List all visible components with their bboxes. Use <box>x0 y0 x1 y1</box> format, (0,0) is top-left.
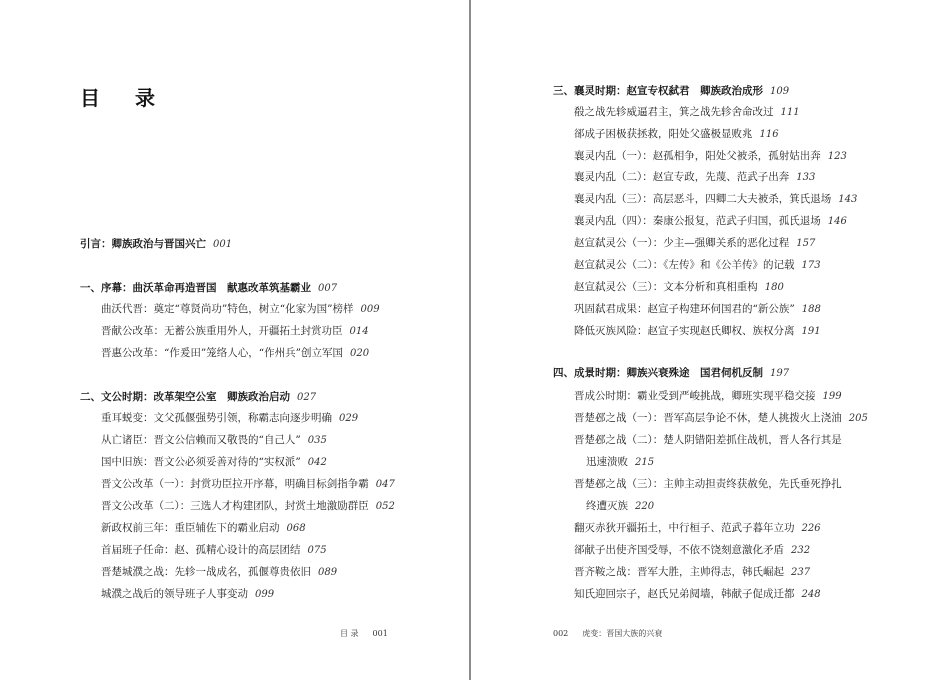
entry-title: 晋文公改革（一）：封赏功臣拉开序幕，明确目标剑指争霸 <box>101 478 369 490</box>
page-footer <box>553 628 662 639</box>
toc-entry[interactable] <box>574 258 821 273</box>
entry-title: 重耳蜕变：文父孤偃强势引领，称霸志向逐步明确 <box>101 412 332 424</box>
toc-entry[interactable] <box>574 587 821 602</box>
toc-heading: 目 录 <box>80 86 169 110</box>
toc-entry[interactable] <box>101 587 274 602</box>
page-number: 215 <box>635 457 655 468</box>
toc-part-2[interactable] <box>80 390 316 405</box>
page-number: 237 <box>791 567 811 578</box>
entry-title: 翻灭赤狄开疆拓土，中行桓子、范武子暮年立功 <box>574 522 795 534</box>
page-number: 047 <box>375 479 395 490</box>
page-number: 007 <box>318 283 338 294</box>
footer-label: 目 录 <box>340 629 359 638</box>
toc-entry[interactable] <box>101 499 395 514</box>
page-number: 116 <box>759 129 779 140</box>
toc-part-3[interactable] <box>553 84 789 99</box>
page-number: 035 <box>307 435 327 446</box>
entry-title: 赵宣弑灵公（一）：少主—强卿关系的恶化过程 <box>574 237 790 249</box>
entry-title: 引言：卿族政治与晋国兴亡 <box>80 238 206 250</box>
entry-title: 郤成子困极获拯救，阳处父盛极显败兆 <box>574 128 753 140</box>
toc-entry[interactable] <box>101 433 327 448</box>
entry-title: 晋惠公改革：“作爰田”笼络人心，“作州兵”创立军国 <box>101 347 343 359</box>
entry-title: 知氏迎回宗子，赵氏兄弟阋墙，韩献子促成迁都 <box>574 588 795 600</box>
page-number: 197 <box>770 368 790 379</box>
page-footer <box>340 628 388 639</box>
toc-entry[interactable] <box>574 236 815 251</box>
toc-entry-continuation[interactable] <box>586 455 654 470</box>
entry-title: 城濮之战后的领导班子人事变动 <box>101 588 248 600</box>
entry-title: 殽之战先轸威逼君主，箕之战先轸舍命改过 <box>574 106 774 118</box>
footer-page-number: 001 <box>372 629 388 638</box>
toc-part-1[interactable] <box>80 281 337 296</box>
entry-title: 从亡诸臣：晋文公信赖而又敬畏的“自己人” <box>101 434 301 446</box>
page-number: 199 <box>822 391 842 402</box>
toc-entry[interactable] <box>574 170 815 185</box>
toc-entry[interactable] <box>101 521 306 536</box>
entry-title: 晋齐鞍之战：晋军大胜，主帅得志，韩氏崛起 <box>574 566 784 578</box>
page-number: 029 <box>339 413 359 424</box>
entry-title: 赵宣弑灵公（二）：《左传》和《公羊传》的记载 <box>574 259 795 271</box>
toc-entry[interactable] <box>574 565 810 580</box>
page-number: 111 <box>780 107 800 118</box>
entry-title: 曲沃代晋：奠定“尊贤尚功”特色，树立“化家为国”榜样 <box>101 303 354 315</box>
page-number: 089 <box>318 567 338 578</box>
page-number: 188 <box>801 304 821 315</box>
page-number: 226 <box>801 523 821 534</box>
page-number: 042 <box>307 457 327 468</box>
page-number: 143 <box>838 194 858 205</box>
entry-title: 郤献子出使齐国受辱，不依不饶刻意激化矛盾 <box>574 544 784 556</box>
entry-title: 晋楚邲之战（一）：晋军高层争论不休，楚人挑拨火上浇油 <box>574 412 842 424</box>
toc-entry[interactable] <box>574 324 821 339</box>
page-number: 232 <box>791 545 811 556</box>
toc-entry[interactable] <box>574 214 847 229</box>
toc-entry[interactable] <box>574 521 821 536</box>
entry-title: 国中旧族：晋文公必须妥善对待的“实权派” <box>101 456 301 468</box>
page-number: 052 <box>375 501 395 512</box>
page-number: 014 <box>349 326 369 337</box>
toc-entry[interactable] <box>574 127 779 142</box>
toc-entry[interactable] <box>574 543 810 558</box>
toc-entry[interactable] <box>101 543 327 558</box>
entry-title: 一、序幕：曲沃革命再造晋国 献惠改革筑基霸业 <box>80 282 311 294</box>
page-number: 123 <box>827 151 847 162</box>
page-number: 020 <box>349 348 370 359</box>
page-number: 173 <box>801 260 821 271</box>
toc-entry[interactable] <box>101 302 380 317</box>
page-number: 205 <box>848 413 868 424</box>
entry-title: 襄灵内乱（三）：高层恶斗，四卿二大夫被杀，箕氏退场 <box>574 193 832 205</box>
page-number: 009 <box>360 304 380 315</box>
entry-title: 晋楚城濮之战：先轸一战成名，孤偃尊贵依旧 <box>101 566 311 578</box>
page-number: 191 <box>801 326 821 337</box>
toc-entry[interactable] <box>574 280 784 295</box>
entry-title: 晋楚邲之战（三）：主帅主动担责终获赦免，先氏垂死挣扎 <box>574 478 842 490</box>
toc-entry[interactable] <box>574 389 842 404</box>
page-number: 001 <box>213 239 233 250</box>
entry-title-continuation: 终遭灭族 <box>586 500 628 512</box>
entry-title: 巩固弑君成果：赵宣子构建环伺国君的“新公族” <box>574 303 795 315</box>
right-page <box>471 0 939 680</box>
page-number: 248 <box>801 589 821 600</box>
toc-entry[interactable] <box>574 411 868 426</box>
left-page <box>0 0 469 680</box>
toc-part-4[interactable] <box>553 366 789 381</box>
page-number: 099 <box>255 589 275 600</box>
page-number: 180 <box>764 282 784 293</box>
toc-entry[interactable] <box>101 565 337 580</box>
entry-title: 晋文公改革（二）：三选人才构建团队，封赏土地激励群臣 <box>101 500 369 512</box>
entry-title: 四、成景时期：卿族兴衰殊途 国君伺机反制 <box>553 367 763 379</box>
toc-entry[interactable] <box>574 105 800 120</box>
toc-entry[interactable] <box>574 302 821 317</box>
entry-title: 襄灵内乱（二）：赵宣专政，先蔑、范武子出奔 <box>574 171 790 183</box>
toc-entry-intro[interactable] <box>80 237 232 252</box>
entry-title: 襄灵内乱（四）：秦康公报复，范武子归国，孤氏退场 <box>574 215 821 227</box>
entry-title: 赵宣弑灵公（三）：文本分析和真相重构 <box>574 281 758 293</box>
entry-title: 二、文公时期：改革架空公室 卿族政治启动 <box>80 391 290 403</box>
page-number: 133 <box>796 172 816 183</box>
entry-title: 襄灵内乱（一）：赵孤相争，阳处父被杀，孤射姑出奔 <box>574 150 821 162</box>
toc-entry[interactable] <box>101 324 369 339</box>
toc-entry[interactable] <box>101 455 327 470</box>
toc-entry[interactable] <box>101 477 395 492</box>
entry-title: 晋献公改革：无蓄公族重用外人，开疆拓土封赏功臣 <box>101 325 343 337</box>
page-number: 075 <box>307 545 327 556</box>
page-number: 220 <box>635 501 655 512</box>
footer-page-number: 002 <box>553 629 569 638</box>
toc-entry[interactable] <box>574 433 842 447</box>
page-number: 109 <box>770 86 790 97</box>
entry-title: 首届班子任命：赵、孤精心设计的高层团结 <box>101 544 301 556</box>
entry-title: 晋成公时期：霸业受到严峻挑战，卿班实现平稳交接 <box>574 390 816 402</box>
entry-title: 晋楚邲之战（二）：楚人阴错阳差抓住战机，晋人各行其是 <box>574 434 842 446</box>
toc-entry[interactable] <box>574 149 847 164</box>
entry-title: 新政权前三年：重臣辅佐下的霸业启动 <box>101 522 280 534</box>
page-number: 157 <box>796 238 816 249</box>
toc-entry[interactable] <box>101 411 358 426</box>
entry-title: 三、襄灵时期：赵宣专权弑君 卿族政治成形 <box>553 85 763 97</box>
page-number: 068 <box>286 523 306 534</box>
page-number: 146 <box>827 216 847 227</box>
footer-label: 虎变：晋国大族的兴衰 <box>582 629 663 638</box>
toc-entry-continuation[interactable] <box>586 499 654 514</box>
entry-title: 降低灭族风险：赵宣子实现赵氏卿权、族权分离 <box>574 325 795 337</box>
toc-entry[interactable] <box>101 346 369 361</box>
toc-entry[interactable] <box>574 192 857 207</box>
page-number: 027 <box>297 392 317 403</box>
toc-entry[interactable] <box>574 477 842 491</box>
entry-title-continuation: 迅速溃败 <box>586 456 628 468</box>
